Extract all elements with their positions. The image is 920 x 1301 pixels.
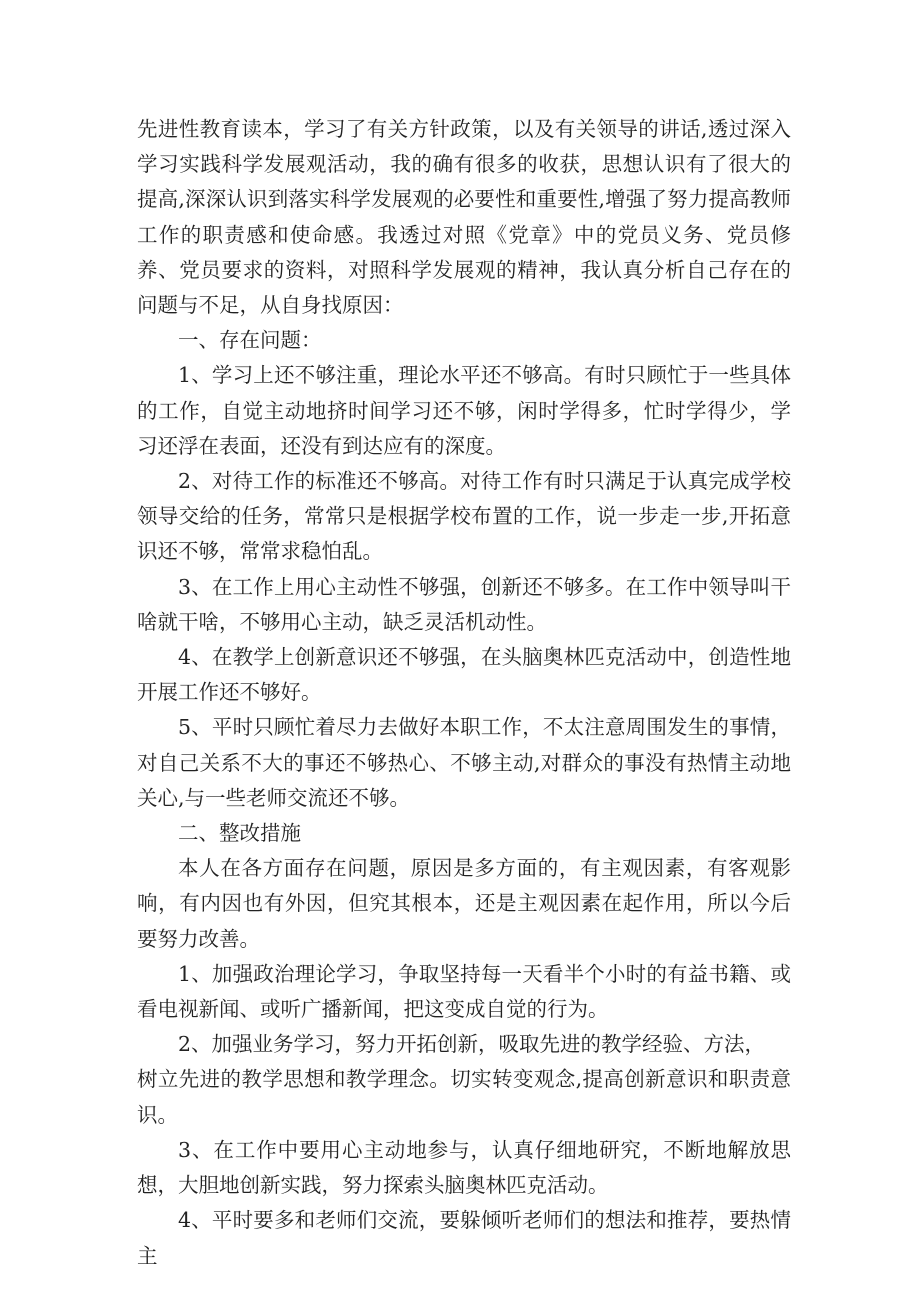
paragraph-measure-1: 1、加强政治理论学习，争取坚持每一天看半个小时的有益书籍、或看电视新闻、或听广播新闻，把这变成自觉的行为。 bbox=[137, 961, 791, 1022]
paragraph-problem-3: 3、在工作上用心主动性不够强，创新还不够多。在工作中领导叫干啥就干啥，不够用心主动，缺乏灵活机动性。 bbox=[137, 574, 791, 634]
paragraph-intro: 先进性教育读本，学习了有关方针政策，以及有关领导的讲话,透过深入学习实践科学发展观活动，我的确有很多的收获，思想认识有了很大的提高,深深认识到落实科学发展观的必要性和重要性,增强了努力提高教师工作的职责感和使命感。我透过对照《党章》中的党员义务、党员修养、党员要求的资料，对照科学发展观的精神，我认真分析自己存在的问题与不足，从自身找原因： bbox=[137, 117, 791, 318]
paragraph-problem-4: 4、在教学上创新意识还不够强，在头脑奥林匹克活动中，创造性地开展工作还不够好。 bbox=[137, 645, 791, 705]
paragraph-measure-3: 3、在工作中要用心主动地参与，认真仔细地研究，不断地解放思想，大胆地创新实践，努力探索头脑奥林匹克活动。 bbox=[137, 1137, 791, 1198]
document-body bbox=[137, 112, 791, 1274]
paragraph-measure-4: 4、平时要多和老师们交流，要躲倾听老师们的想法和推荐，要热情主 bbox=[137, 1208, 791, 1268]
section-heading-measures: 二、整改措施 bbox=[178, 821, 301, 846]
paragraph-measure-2-line-2: 树立先进的教学思想和教学理念。切实转变观念,提高创新意识和职责意识。 bbox=[137, 1067, 791, 1127]
paragraph-measure-2-line-1: 2、加强业务学习，努力开拓创新，吸取先进的教学经验、方法， bbox=[178, 1032, 766, 1057]
paragraph-problem-2: 2、对待工作的标准还不够高。对待工作有时只满足于认真完成学校领导交给的任务，常常只是根据学校布置的工作，说一步走一步,开拓意识还不够，常常求稳怕乱。 bbox=[137, 469, 791, 564]
paragraph-measures-intro: 本人在各方面存在问题，原因是多方面的，有主观因素，有客观影响，有内因也有外因，但究其根本，还是主观因素在起作用，所以今后要努力改善。 bbox=[137, 856, 791, 951]
paragraph-problem-5: 5、平时只顾忙着尽力去做好本职工作，不太注意周围发生的事情，对自己关系不大的事还不够热心、不够主动,对群众的事没有热情主动地关心,与一些老师交流还不够。 bbox=[137, 715, 791, 810]
paragraph-problem-1: 1、学习上还不够注重，理论水平还不够高。有时只顾忙于一些具体的工作，自觉主动地挤时间学习还不够，闲时学得多，忙时学得少，学习还浮在表面，还没有到达应有的深度。 bbox=[137, 363, 791, 458]
section-heading-problems: 一、存在问题： bbox=[178, 328, 322, 353]
